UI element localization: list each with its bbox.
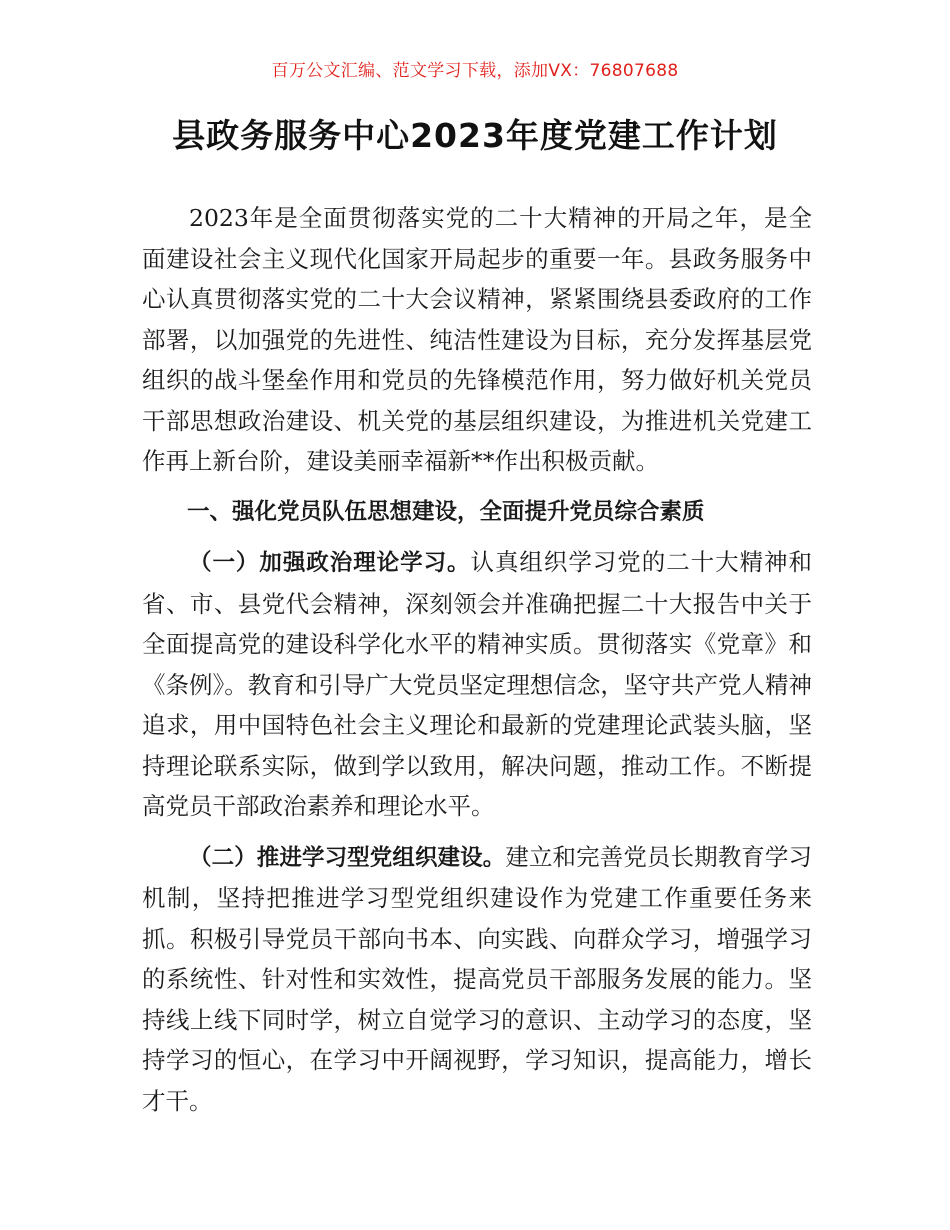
intro-paragraph: 2023年是全面贯彻落实党的二十大精神的开局之年，是全面建设社会主义现代化国家开局起步的重要一年。县政务服务中心认真贯彻落实党的二十大会议精神，紧紧围绕县委政府的工作部署，以加强党的先进性、纯洁性建设为目标，充分发挥基层党组织的战斗堡垒作用和党员的先锋模范作用，努力做好机关党员干部思想政治建设、机关党的基层组织建设，为推进机关党建工作再上新台阶，建设美丽幸福新**作出积极贡献。 [142, 204, 812, 475]
item-text-2: 建立和完善党员长期教育学习机制，坚持把推进学习型党组织建设作为党建工作重要任务来抓。积极引导党员干部向书本、向实践、向群众学习，增强学习的系统性、针对性和实效性，提高党员干部服务发展的能力。坚持线上线下同时学，树立自觉学习的意识、主动学习的态度，坚持学习的恒心，在学习中开阔视野，学习知识，提高能力，增长才干。 [142, 842, 812, 1115]
document-title: 县政务服务中心2023年度党建工作计划 [172, 116, 778, 155]
section-heading-1: 一、强化党员队伍思想建设，全面提升党员综合素质 [187, 498, 705, 525]
item-lead-2: （二）推进学习型党组织建设。 [189, 844, 506, 871]
watermark-text: 百万公文汇编、范文学习下载，添加VX：76807688 [271, 61, 679, 81]
item-text-1: 认真组织学习党的二十大精神和省、市、县党代会精神，深刻领会并准确把握二十大报告中关于全面提高党的建设科学化水平的精神实质。贯彻落实《党章》和《条例》。教育和引导广大党员坚定理想信念，坚守共产党人精神追求，用中国特色社会主义理论和最新的党建理论武装头脑，坚持理论联系实际，做到学以致用，解决问题，推动工作。不断提高党员干部政治素养和理论水平。 [142, 548, 812, 820]
document-body [142, 198, 812, 1131]
item-lead-1: （一）加强政治理论学习。 [189, 550, 471, 576]
item-paragraph-1 [142, 542, 812, 827]
item-paragraph-2 [142, 837, 812, 1122]
